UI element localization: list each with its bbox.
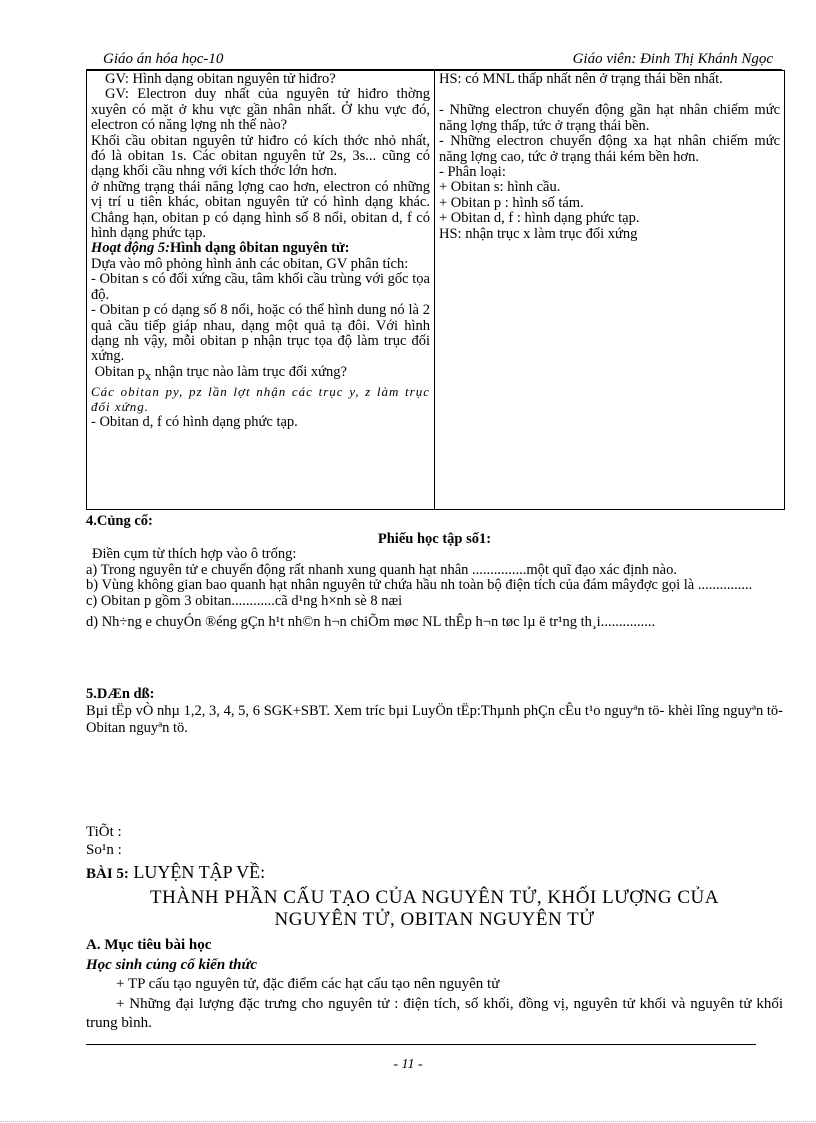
spacer xyxy=(439,87,780,103)
prepared-label: So¹n : xyxy=(86,842,122,858)
header-teacher: Giáo viên: Đinh Thị Khánh Ngọc xyxy=(572,51,773,67)
right-line-3: - Những electron chuyển động xa hạt nhân chiếm mức năng lợng cao, tức ở trạng thái kém bền hơn. xyxy=(439,133,780,165)
objectives-section xyxy=(86,936,783,1034)
right-line-2: - Những electron chuyển động gần hạt nhân chiếm mức năng lợng thấp, tức ở trạng thái bền. xyxy=(439,102,780,134)
lesson-number xyxy=(86,861,783,885)
left-line-3: Khối cầu obitan nguyên tử hiđro có kích thớc nhỏ nhất, đó là obitan 1s. Các obitan nguyên tử 2s, 3s... cũng có dạng khối cầu nhng với kích thớc lớn hơn. xyxy=(91,132,430,180)
left-line-2: GV: Electron duy nhất của nguyên tử hiđro thờng xuyên có mặt ở khu vực gần nhân nhất. Ở khu vực đó, electron có năng lợng nh thế nào? xyxy=(91,86,430,134)
activity-subtitle: Hình dạng ôbitan nguyên tử: xyxy=(169,240,350,257)
right-line-1: HS: có MNL thấp nhất nên ở trạng thái bền nhất. xyxy=(439,71,723,87)
period-label: TiÕt : xyxy=(86,824,122,840)
homework-section xyxy=(86,686,783,737)
objectives-heading: A. Mục tiêu bài học xyxy=(86,937,212,953)
question-c: c) Obitan p gồm 3 obitan............cã d¹ng h×nh sè 8 næi xyxy=(86,592,403,609)
question-a: a) Trong nguyên tử e chuyển động rất nhanh xung quanh hạt nhân ...............một quĩ đạo xác định nào. xyxy=(86,561,677,578)
consolidation-heading: 4.Củng cố: xyxy=(86,513,153,529)
right-line-4: - Phân loại: xyxy=(439,164,506,181)
question-d: d) Nh÷ng e chuyÓn ®éng gÇn h¹t nh©n h¬n chiÕm møc NL thÊp h¬n tøc lµ ë tr¹ng th¸i............... xyxy=(86,613,656,630)
objective-item-1: + TP cấu tạo nguyên tử, đặc điểm các hạt cấu tạo nên nguyên tử xyxy=(116,976,500,992)
activity-title: Hoạt động 5: xyxy=(91,240,170,257)
worksheet-instruction: Điền cụm từ thích hợp vào ô trống: xyxy=(92,546,297,563)
right-line-8: HS: nhận trục x làm trục đối xứng xyxy=(439,225,638,242)
next-lesson-meta xyxy=(86,823,783,859)
question-part-b: nhận trục nào làm trục đối xứng? xyxy=(151,363,347,380)
student-activity-cell xyxy=(435,71,785,510)
left-line-6: - Obitan s có đối xứng cầu, tâm khối cầu trùng với gốc tọa độ. xyxy=(91,271,430,303)
header-subject: Giáo án hóa học-10 xyxy=(103,51,224,67)
question-subscript: x xyxy=(144,368,152,383)
question-part-a: Obitan p xyxy=(94,363,145,380)
page-break-line xyxy=(0,1121,816,1122)
lesson-topic: LUYỆN TẬP VỀ: xyxy=(128,862,266,882)
lesson-table xyxy=(86,70,785,510)
right-line-7: + Obitan d, f : hình dạng phức tạp. xyxy=(439,210,640,227)
table-row xyxy=(87,71,785,510)
left-line-9: Các obitan py, pz lần lợt nhận các trục y, z làm trục đối xứng. xyxy=(91,384,430,415)
page-header xyxy=(103,51,773,69)
lesson-label: BÀI 5: xyxy=(86,866,129,882)
worksheet-title: Phiếu học tập số1: xyxy=(377,530,492,547)
objectives-subheading: Học sinh củng cố kiến thức xyxy=(86,956,258,973)
left-line-1: GV: Hình dạng obitan nguyên tử hiđro? xyxy=(105,71,336,87)
question-b: b) Vùng không gian bao quanh hạt nhân nguyên tử chứa hầu nh toàn bộ điện tích của đám mâyđợc gọi là ............... xyxy=(86,577,753,594)
left-line-4: ở những trạng thái năng lợng cao hơn, electron có những vị trí u tiên khác, obitan nguyên tử có hình dạng khác. Chẳng hạn, obitan p có dạng hình số 8 nổi, obitan d, f có hình dạng phức tạp. xyxy=(91,178,430,242)
footer-divider xyxy=(86,1044,756,1045)
lesson-title-line-1: THÀNH PHẦN CẤU TẠO CỦA NGUYÊN TỬ, KHỐI LƯỢNG CỦA xyxy=(150,887,719,908)
homework-heading: 5.DÆn dß: xyxy=(86,686,155,702)
teacher-activity-cell xyxy=(87,71,435,510)
lesson-heading xyxy=(86,861,783,885)
lesson-title-line-2: NGUYÊN TỬ, OBITAN NGUYÊN TỬ xyxy=(274,909,595,930)
consolidation-section xyxy=(86,514,783,630)
homework-text: Bµi tËp vÒ nhµ 1,2, 3, 4, 5, 6 SGK+SBT. Xem tríc bµi LuyÖn tËp:Thµnh phÇn cÊu t¹o nguyªn tö- khèi lîng nguyªn tö-Obitan nguyªn tö. xyxy=(86,703,783,736)
right-line-6: + Obitan p : hình số tám. xyxy=(439,194,584,211)
activity-heading xyxy=(91,241,430,256)
left-line-7: - Obitan p có dạng số 8 nổi, hoặc có thể hình dung nó là 2 quả cầu tiếp giáp nhau, dạng một quả tạ đôi. Với hình dạng nh vậy, mỗi obitan p nhận trục tọa độ làm trục đối xứng. xyxy=(91,302,430,365)
right-line-5: + Obitan s: hình cầu. xyxy=(439,179,561,196)
lesson-title xyxy=(86,887,783,931)
page-number: - 11 - xyxy=(393,1057,423,1072)
left-line-10: - Obitan d, f có hình dạng phức tạp. xyxy=(91,413,298,430)
left-line-5: Dựa vào mô phỏng hình ảnh các obitan, GV phân tích: xyxy=(91,255,409,272)
objective-item-2: + Những đại lượng đặc trưng cho nguyên tử : điện tích, số khối, đồng vị, nguyên tử khối và nguyên tử khối trung bình. xyxy=(86,995,783,1031)
left-line-8 xyxy=(91,365,430,384)
